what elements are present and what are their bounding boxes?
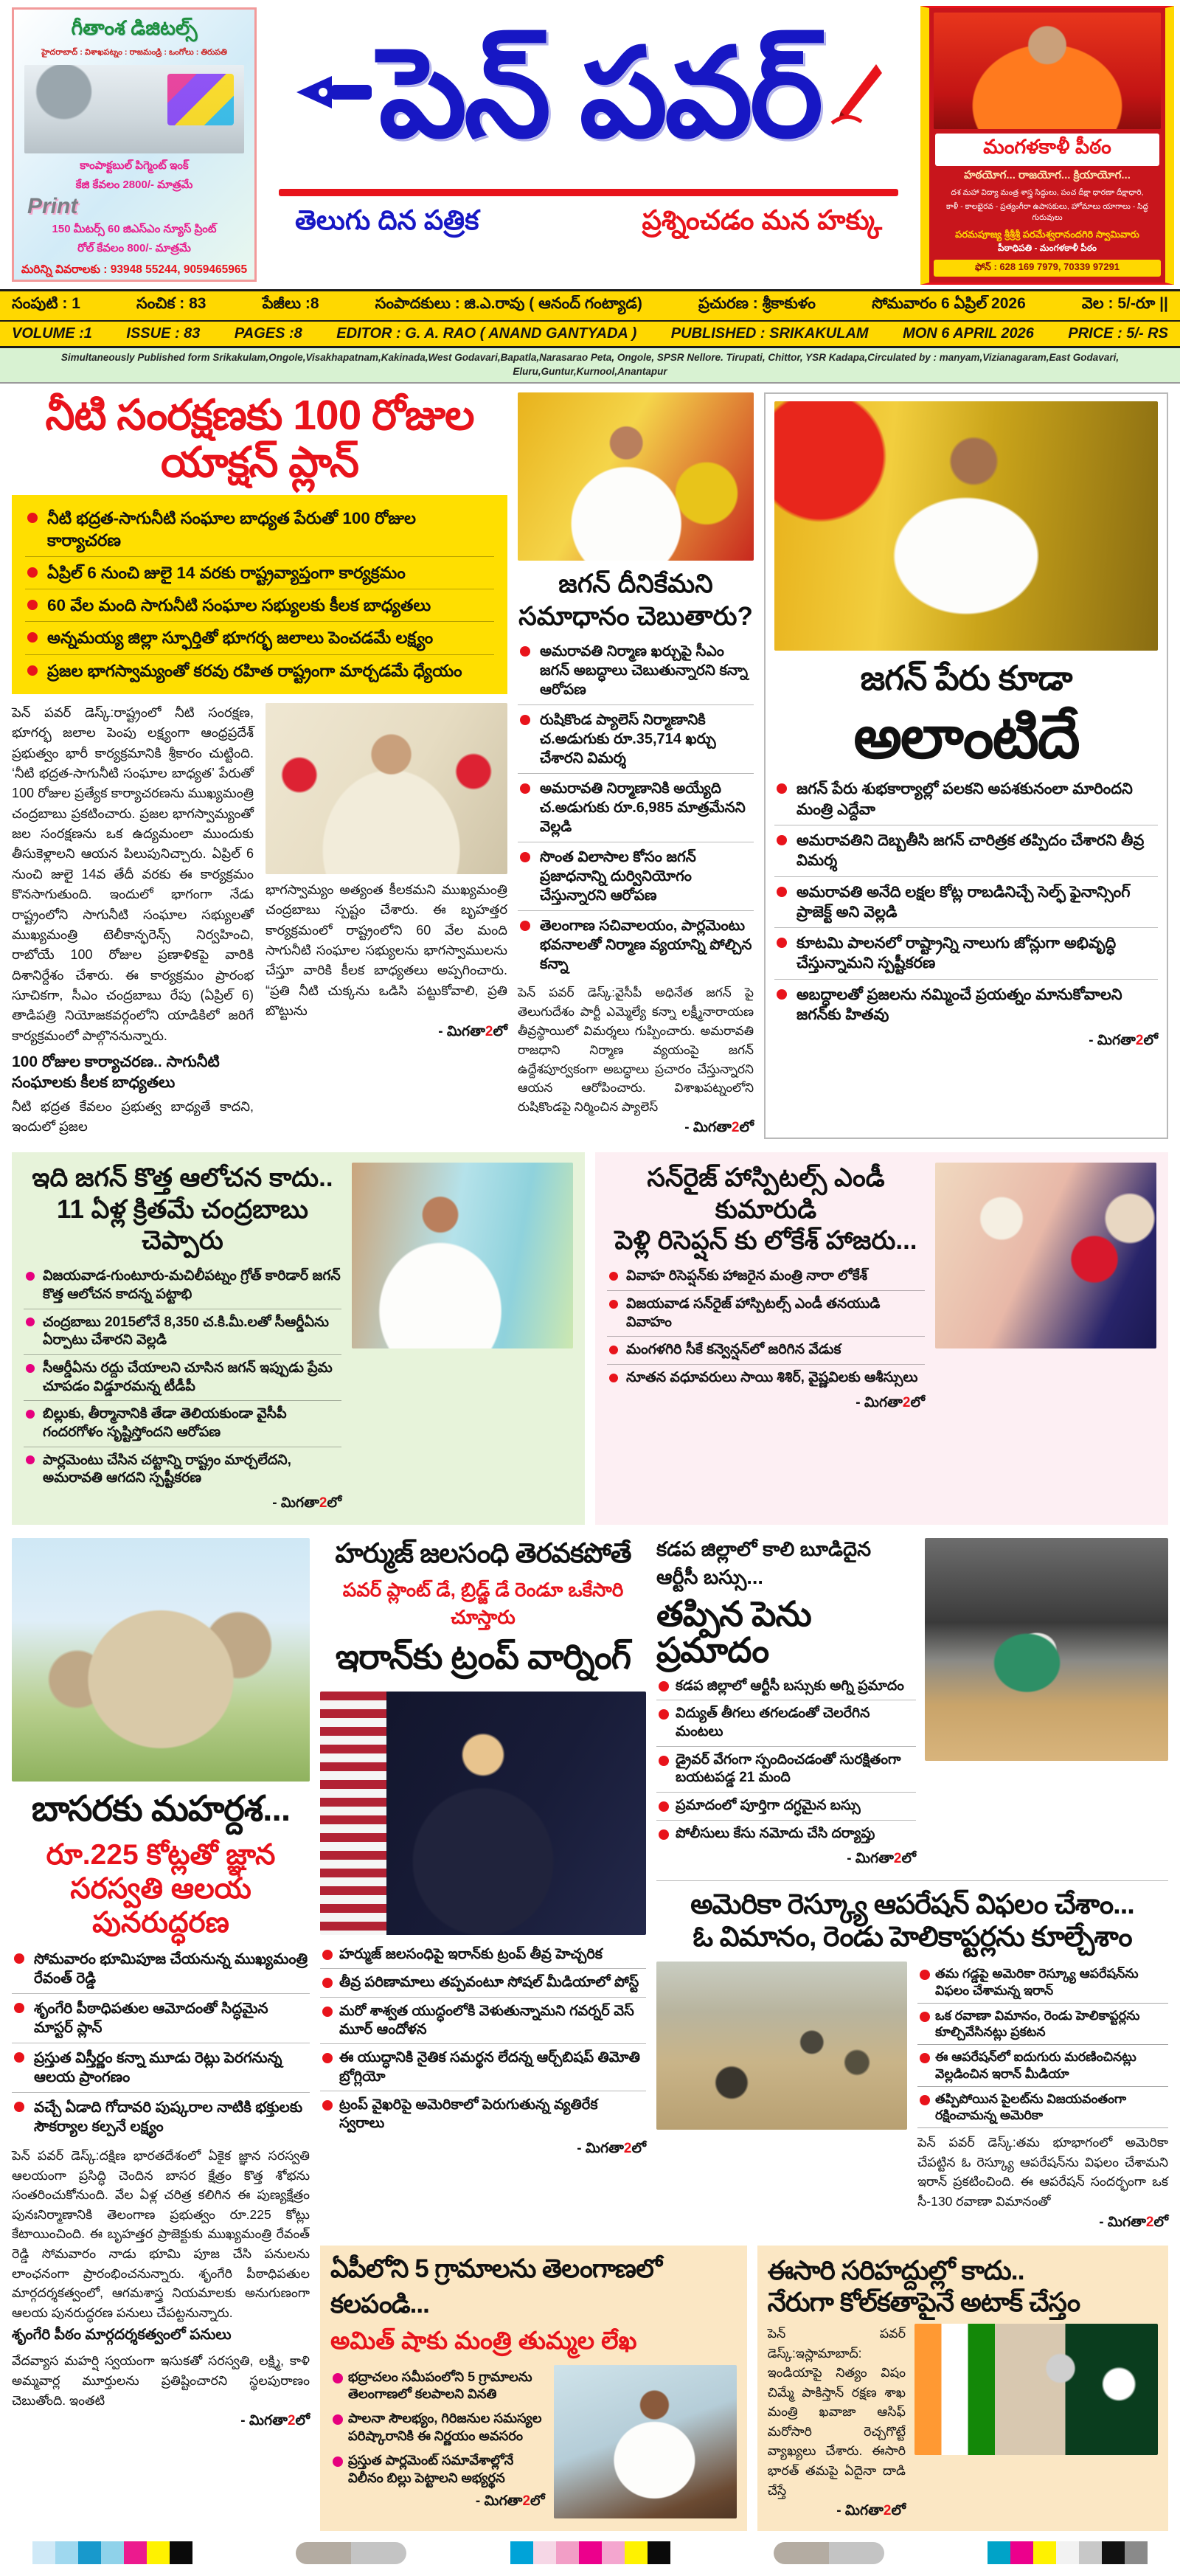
continued-on-page2: - మిగతా2లో [438,1024,507,1040]
article-growth-corridor [12,1152,585,1525]
calibration-capsule [774,2542,884,2564]
pen-nib-icon [294,67,375,119]
right-ad-swami-name: పరమపూజ్య శ్రీశ్రీశ్రీ పరమేశ్వరానందగిరి స్వామివారు [955,228,1139,240]
basara-subhead: శృంగేరి పీఠం మార్గదర్శకత్వంలో పనులు [12,2327,232,2344]
bullet-item: ప్రజల భాగస్వామ్యంతో కరవు రహిత రాష్ట్రంగా మార్చడమే ధ్యేయం [25,655,494,687]
photo-kanna-speech [518,392,754,561]
bullet-item: ఈ ఆపరేషన్‌లో ఐదుగురు మరణించినట్లు వెల్లడించిన ఇరాన్ మీడియా [917,2045,1168,2087]
continued-on-page2: - మిగతా2లో [475,2493,545,2509]
bullet-item: తప్పిపోయిన పైలట్‌ను విజయవంతంగా రక్షించామన్న అమెరికా [917,2087,1168,2129]
paper-type-label: తెలుగు దిన పత్రిక [295,205,479,235]
bullet-item: డ్రైవర్ వేగంగా స్పందించడంతో సురక్షితంగా బయటపడ్డ 21 మంది [656,1747,916,1793]
print-logo: Print [27,194,78,218]
wedding-headline-2: పెళ్లి రిసెప్షన్ కు లోకేశ్ హాజరు... [614,1226,917,1256]
bullet-item: చంద్రబాబు 2015లోనే 8,350 చ.కి.మీ.లతో సీఆర్డీఏను ఏర్పాటు చేశారని వెల్లడి [24,1309,341,1355]
rescue-headline-2: ఓ విమానం, రెండు హెలికాప్టర్లను కూల్చేశాం [693,1922,1132,1953]
bullet-item: శృంగేరి పీఠాధిపతుల ఆమోదంతో సిద్ధమైన మాస్టర్ ప్లాన్ [12,1994,310,2043]
bullet-item: పోలీసులు కేసు నమోదు చేసి దర్యాప్తు [656,1821,916,1848]
published-en: PUBLISHED : SRIKAKULAM [670,325,869,342]
bullet-item: ఒక రవాణా విమానం, రెండు హెలికాప్టర్లను కూల్చివేసినట్లు ప్రకటన [917,2004,1168,2046]
infobar-telugu [0,289,1180,322]
left-ad-offer1b: కేజి కేవలం 2800/- మాత్రమే [75,179,193,191]
bullet-item: ఈ యుద్ధానికి నైతిక సమర్థన లేదన్న ఆర్చ్‌బిషప్ తిమోతి బ్రోగ్లియో [320,2044,646,2091]
left-ad-offer2b: రోల్ కేవలం 800/- మాత్రమే [77,242,191,255]
continued-on-page2: - మిగతా2లో [1089,1033,1158,1049]
issue-en: ISSUE : 83 [126,325,201,342]
bullet-item: రుషికొండ ప్యాలెస్ నిర్మాణానికి చ.అడుగుకు రూ.35,714 ఖర్చు చేశారని విమర్శ [518,705,754,774]
photo-chandrababu-press [266,703,507,874]
continued-on-page2: - మిగతా2లో [272,1495,341,1512]
calibration-capsule [296,2542,406,2564]
photo-burning-bus [925,1538,1168,1761]
bullet-item: వచ్చే ఏడాది గోదావరి పుష్కరాల నాటికి భక్తులకు సౌకర్యాల కల్పనే లక్ష్యం [12,2093,310,2142]
photo-minister-tummala [554,2365,737,2518]
article-kolkata-threat [757,2246,1168,2532]
article-jagan-name [764,392,1168,1139]
color-swatch [1056,2541,1079,2564]
print-calibration-strip [12,2531,1168,2576]
left-ad-cities: హైదరాబాద్ : విశాఖపట్నం : రాజమండ్రి : ఒంగోలు : తిరుపతి [41,48,227,57]
masthead-underline [279,189,898,196]
bullet-item: మంగళగిరి సీకే కన్వెన్షన్‌లో జరిగిన వేడుక [607,1337,925,1365]
article-bus-fire [656,1538,1168,1870]
basara-headline-1: బాసరకు మహర్దశ... [31,1790,291,1829]
color-swatch [533,2541,556,2564]
editor-te: సంపాదకులు : జి.ఎ.రావు ( ఆనంద్ గంట్యాడ) [375,295,642,312]
jagan-answer-headline: జగన్ దీనికేమని సమాధానం చెబుతారు? [518,569,753,631]
bullet-item: బిల్లుకు, తీర్మానానికి తేడా తెలియకుండా వైసీపీ గందరగోళం సృష్టిస్తోందని ఆరోపణ [24,1401,341,1447]
continued-on-page2: - మిగతా2లో [577,2140,646,2156]
growth-headline-1: ఇది జగన్ కొత్త ఆలోచన కాదు.. [32,1163,333,1193]
photo-flags-minister [914,2324,1158,2455]
color-swatch [170,2541,192,2564]
color-swatch [101,2541,124,2564]
bullet-item: విద్యుత్ తీగలు తగలడంతో చెలరేగిన మంటలు [656,1700,916,1746]
continued-on-page2: - మిగతా2లో [856,1394,925,1410]
right-lower-column [656,1538,1168,2234]
bullet-item: ట్రంప్ వైఖరిపై అమెరికాలో పెరుగుతున్న వ్యతిరేక స్వరాలు [320,2091,646,2138]
jagan-answer-body: పెన్ పవర్ డెస్క్:వైసీపీ అధినేత జగన్ పై తెలుగుదేశం పార్టీ ఎమ్మెల్యే కన్నా లక్ష్మీనారాయణ తీవ్రస్థాయిలో విమర్శలు గుప్పించారు. అమరావతి రాజధాని నిర్మాణ వ్యయంపై జగన్ ఉద్దేశపూర్వకంగా అబద్ధాలు ప్రచారం చేస్తున్నారని ఆయన ఆరోపించారు. విశాఖపట్నంలోని రుషికొండపై నిర్మించిన ప్యాలెస్ [518,986,754,1115]
color-swatch [1102,2541,1125,2564]
continued-on-page2: - మిగతా2లో [847,1850,916,1866]
bullet-item: ప్రస్తుత పార్లమెంట్ సమావేశాల్లోనే విలీనం బిల్లు పెట్టాలని అభ్యర్థన [330,2448,545,2490]
article-water-action-plan [12,392,507,1139]
bullet-item: తమ గడ్డపై అమెరికా రెస్క్యూ ఆపరేషన్‌ను విఫలం చేశామన్న ఇరాన్ [917,1962,1168,2004]
bullet-item: మరో శాశ్వత యుద్ధంలోకి వెళుతున్నామని గవర్నర్ వెస్ మూర్ ఆందోళన [320,1998,646,2045]
right-ad-peetham: పీఠాధిపతి - మంగళకాళీ పీఠం [997,242,1097,253]
price-te: వెల : 5/-రూ || [1081,295,1168,312]
second-stories-row [12,1152,1168,1525]
right-ad-phone: ఫోన్ : 628 169 7979, 70339 97291 [934,260,1161,277]
bullet-item: అమరావతి నిర్మాణ ఖర్చుపై సీఎం జగన్ అబద్ధాలు చెబుతున్నారని కన్నా ఆరోపణ [518,637,754,705]
rescue-body: పెన్ పవర్ డెస్క్:తమ భూభాగంలో అమెరికా చేపట్టిన ఓ రెస్క్యూ ఆపరేషన్‌ను విఫలం చేశామని ఇరాన్ ప్రకటించింది. ఈ ఆపరేషన్ సందర్భంగా ఒక సీ-130 రవాణా విమానంతో [917,2135,1168,2209]
photo-minister-pressmeet [774,401,1158,651]
color-swatch [648,2541,670,2564]
bullet-item: తెలంగాణ సచివాలయం, పార్లమెంటు భవనాలతో నిర్మాణ వ్యయాన్ని పోల్చిన కన్నా [518,911,754,979]
bullet-item: వివాహ రిసెప్షన్‌కు హాజరైన మంత్రి నారా లోకేశ్ [607,1263,925,1291]
photo-crash-site [656,1962,907,2130]
left-ad-offer2: 150 మీటర్స్ 60 జిఎస్ఎం న్యూస్ ప్రింట్ [52,223,217,235]
lower-stories-row [12,1538,1168,2531]
calibration-swatches-left [32,2541,192,2564]
kolkata-headline-2: నేరుగా కోల్‌కతాపైనే అటాక్ చేస్తం [767,2286,1080,2317]
bullet-item: జగన్ పేరు శుభకార్యాల్లో పలకని అపశకునంలా మారిందని మంత్రి ఎద్దేవా [774,774,1158,825]
bullet-item: పార్లమెంటు చేసిన చట్టాన్ని రాష్ట్రం మార్చలేదని, అమరావతి ఆగదని స్పష్టీకరణ [24,1447,341,1492]
bullet-item: అన్నమయ్య జిల్లా స్ఫూర్తితో భూగర్భ జలాలు పెంచడమే లక్ష్యం [25,622,494,654]
bullet-item: విజయవాడ-గుంటూరు-మచిలీపట్నం గ్రోత్ కారిడార్ జగన్ కొత్త ఆలోచన కాదన్న పట్టాభి [24,1263,341,1309]
continued-on-page2: - మిగతా2లో [836,2503,906,2519]
writing-pen-icon [825,60,884,126]
color-swatch [1079,2541,1102,2564]
bullet-item: తీవ్ర పరిణామాలు తప్పవంటూ సోషల్ మీడియాలో పోస్ట్ [320,1969,646,1997]
water-subhead: 100 రోజుల కార్యాచరణ.. సాగునీటి సంఘాలకు కీలక బాధ్యతలు [12,1053,220,1092]
rescue-headline-1: అమెరికా రెస్క్యూ ఆపరేషన్ విఫలం చేశాం... [690,1888,1134,1920]
growth-headline-2: 11 ఏళ్ల క్రితమే చంద్రబాబు చెప్పారు [56,1194,309,1256]
color-swatch [78,2541,101,2564]
trump-headline-3: ఇరాన్‌కు ట్రంప్ వార్నింగ్ [335,1637,631,1677]
left-ad-offer1: కాంపాక్టబుల్ పిగ్మెంట్ ఇంక్ [80,159,189,172]
water-body-col1: పెన్ పవర్ డెస్క్:రాష్ట్రంలో నీటి సంరక్షణ, భూగర్భ జలాల పెంపు లక్ష్యంగా ఆంధ్రప్రదేశ్ ప్రభుత్వం భారీ కార్యక్రమానికి శ్రీకారం చుట్టింది. ‘నీటి భద్రత-సాగునీటి సంఘాల బాధ్యత’ పేరుతో 100 రోజుల ప్రత్యేక కార్యాచరణను ముఖ్యమంత్రి చంద్రబాబు ప్రకటించారు. ప్రజల భాగస్వామ్యంతో జల సంరక్షణను ఒక ఉద్యమంలా ముందుకు తీసుకెళ్లాలని ఆయన పిలుపునిచ్చారు. ఏప్రిల్ 6 నుంచి జులై 14వ తేదీ వరకు ఈ కార్యక్రమం కొనసాగుతుంది. ఇందులో భాగంగా నేడు రాష్ట్రంలోని సాగునీటి సంఘాల సభ్యులతో ముఖ్యమంత్రి టెలీకాన్ఫరెన్స్ నిర్వహించి, రాబోయే 100 రోజుల ప్రణాళికపై వారికి దిశానిర్దేశం చేశారు. ఈ కార్యక్రమం ప్రారంభ సూచికగా, సీఎం చంద్రబాబు రేపు (ఏప్రిల్ 6) తాడిపత్రి నియోజకవర్గంలోని యాడికిలో జరిగే కార్యక్రమంలో పాల్గొననున్నారు. [12,704,254,1043]
color-swatch [32,2541,55,2564]
color-swatch [55,2541,78,2564]
volume-te: సంపుటి : 1 [12,295,80,312]
bullet-item: కడప జిల్లాలో ఆర్టీసీ బస్సుకు అగ్ని ప్రమాదం [656,1673,916,1701]
color-swatch [625,2541,648,2564]
article-five-villages [320,2246,747,2532]
circulation-note: Simultaneously Published form Srikakulam,Ongole,Visakhapatnam,Kakinada,West Godavari,Bapatla,Narasarao Peta, Ongole, SPSR Nellore. Tirupati, Chittor, YSR Kadapa,Circulated by : manyam,Vizianagaram,East Godavari, Eluru,Guntur,Kurnool,Anantapur [0,348,1180,384]
right-ad-title: మంగళకాళీ పీఠం [935,134,1159,166]
trump-headline-2: పవర్ ప్లాంట్ డే, బ్రిడ్జ్ డే రెండూ ఒకేసారి చూస్తారు [342,1579,624,1629]
photo-pattabhi-map [352,1163,573,1348]
continued-on-page2: - మిగతా2లో [240,2413,310,2429]
masthead-section [0,0,1180,289]
ad-geetansha-digitals [12,7,257,282]
villages-headline-1: ఏపీలోని 5 గ్రామాలను తెలంగాణలో కలపండి... [330,2254,662,2319]
bullet-item: నూతన వధూవరులు సాయి శిశిర్, వైష్ణవిలకు ఆశీస్సులు [607,1365,925,1392]
photo-wedding-reception [935,1163,1156,1348]
article-lokesh-wedding [595,1152,1168,1525]
continued-on-page2: - మిగతా2లో [684,1120,754,1136]
article-jagan-answer [518,392,754,1139]
color-swatch [124,2541,147,2564]
color-swatch [147,2541,170,2564]
bullet-item: సొంత విలాసాల కోసం జగన్ ప్రజాధనాన్ని దుర్వినియోగం చేస్తున్నారని ఆరోపణ [518,842,754,911]
article-rescue-operation [656,1880,1168,2234]
right-ad-detail-1: దశ మహా విద్యా మంత్ర శాస్త్ర సిద్ధులు, పంచ దీక్షా ధారణా దీక్షాధారి, [951,188,1144,197]
issue-te: సంచిక : 83 [136,295,206,312]
date-te: సోమవారం 6 ఏప్రిల్ 2026 [872,295,1026,312]
basara-headline-2: రూ.225 కోట్లతో జ్ఞాన సరస్వతి ఆలయ పునరుద్ధరణ [46,1839,276,1939]
editor-en: EDITOR : G. A. RAO ( ANAND GANTYADA ) [336,325,637,342]
villages-headline-2: అమిత్ షాకు మంత్రి తుమ్మల లేఖ [330,2326,637,2354]
bullet-item: అబద్ధాలతో ప్రజలను నమ్మించే ప్రయత్నం మానుకోవాలని జగన్‌కు హితవు [774,980,1158,1031]
bullet-item: అమరావతిని దెబ్బతీసి జగన్ చారిత్రక తప్పిదం చేశారని తీవ్ర విమర్శ [774,825,1158,877]
left-ad-title: గీతాంశ డిజిటల్స్ [71,17,198,39]
bullet-item: అమరావతి అనేది లక్షల కోట్ల రాబడినిచ్చే సెల్ఫ్ ఫైనాన్సింగ్ ప్రాజెక్ట్ అని వెల్లడి [774,877,1158,929]
trump-headline-1: హర్ముజ్ జలసంధి తెరవకపోతే [335,1538,631,1569]
color-swatch [988,2541,1010,2564]
water-bullet-box [12,495,507,694]
bullet-item: అమరావతి నిర్మాణానికి అయ్యేది చ.అడుగుకు రూ.6,985 మాత్రమేనని వెల్లడి [518,774,754,842]
bullet-item: కూటమి పాలనలో రాష్ట్రాన్ని నాలుగు జోన్లుగా అభివృద్ధి చేస్తున్నామని స్పష్టీకరణ [774,928,1158,980]
basara-body-2: వేదవ్యాస మహర్షి స్వయంగా ఇసుకతో సరస్వతి, లక్ష్మి, కాళి అమ్మవార్ల మూర్తులను ప్రతిష్టించారని స్థలపురాణం చెబుతోంది. ఇంతటి [12,2353,310,2408]
right-ad-detail-2: కాళీ - కాలభైరవ - ప్రత్యంగీరా ఉపాసకులు, హోమాలు యాగాలు - సిద్ధ గురువులు [946,202,1148,223]
bullet-item: ప్రమాదంలో పూర్తిగా దగ్ధమైన బస్సు [656,1793,916,1821]
color-swatch [579,2541,602,2564]
pages-te: పేజీలు :8 [262,295,319,312]
bullet-item: ఏప్రిల్ 6 నుంచి జులై 14 వరకు రాష్ట్రవ్యాప్తంగా కార్యక్రమం [25,557,494,589]
wedding-headline-1: సన్‌రైజ్ హాస్పిటల్స్ ఎండీ కుమారుడి [647,1163,885,1224]
volume-en: VOLUME :1 [12,325,92,342]
bullet-item: భద్రాచలం సమీపంలోని 5 గ్రామాలను తెలంగాణలో కలపాలని వినతి [330,2365,545,2407]
published-te: ప్రచురణ : శ్రీకాకుళం [698,295,816,312]
bullet-item: విజయవాడ సన్‌రైజ్ హాస్పిటల్స్ ఎండీ తనయుడి వివాహం [607,1291,925,1337]
paper-title: పెన్ పవర్ [378,24,821,162]
bus-headline-1: కడప జిల్లాలో కాలి బూడిదైన ఆర్టీసీ బస్సు... [656,1538,872,1589]
color-swatch [1010,2541,1033,2564]
color-swatch [556,2541,579,2564]
bullet-item: హర్ముజ్ జలసంధిపై ఇరాన్‌కు ట్రంప్ తీవ్ర హెచ్చరిక [320,1941,646,1969]
left-ad-contact: మరిన్ని వివరాలకు : 93948 55244, 9059465965 [21,263,248,276]
calibration-swatches-right [988,2541,1148,2564]
basara-body-1: పెన్ పవర్ డెస్క్:దక్షిణ భారతదేశంలో ఏకైక జ్ఞాన సరస్వతి ఆలయంగా ప్రసిద్ధి చెందిన బాసర క్షేత్రం కొత్త శోభను సంతరించుకోనుంది. వేల ఏళ్ల చరిత్ర కలిగిన ఈ పుణ్యక్షేత్రం పునఃనిర్మాణానికి తెలంగాణ ప్రభుత్వం రూ.225 కోట్లు కేటాయించింది. ఈ బృహత్తర ప్రాజెక్టుకు ముఖ్యమంత్రి రేవంత్ రెడ్డి సోమవారం నాడు భూమి పూజ చేసి పనులను లాంఛనంగా ప్రారంభించనున్నారు. శృంగేరి పీఠాధిపతుల మార్గదర్శకత్వంలో, ఆగమశాస్త్ర నియమాలకు అనుగుణంగా ఆలయ పునరుద్ధరణ పనులు చేపట్టనున్నారు. [12,2148,310,2320]
kolkata-body: పెన్ పవర్ డెస్క్:ఇస్లామాబాద్: ఇండియాపై నిత్యం విషం చిమ్మే పాకిస్తాన్ రక్షణ శాఖ మంత్రి ఖవాజా ఆసిఫ్ మరోసారి రెచ్చగొట్టే వ్యాఖ్యలు చేశారు. ఈసారి భారత్ తమపై ఏదైనా దాడి చేస్తే [767,2325,906,2498]
printers-photo [24,65,244,153]
right-ad-yoga-line: హఠయోగ... రాజయోగ... క్రియాయోగ... [964,169,1131,181]
price-en: PRICE : 5/- RS [1068,325,1168,342]
water-body-col2: భాగస్వామ్యం అత్యంత కీలకమని ముఖ్యమంత్రి చంద్రబాబు స్పష్టం చేశారు. ఈ బృహత్తర కార్యక్రమంలో రాష్ట్రంలోని 60 వేల మంది సాగునీటి సంఘాల సభ్యులను భాగస్వాములను చేస్తూ వారికి కీలక బాధ్యతలు అప్పగించారు. “ప్రతి నీటి చుక్కను ఒడిసి పట్టుకోవాలి, ప్రతి బొట్టును [266,882,507,1019]
front-page-content [0,384,1180,2576]
infobar-english [0,322,1180,348]
bus-headline-2: తప్పిన పెను ప్రమాదం [656,1594,811,1670]
color-swatch [602,2541,625,2564]
paper-tagline: ప్రశ్నించడం మన హక్కు [642,205,882,235]
masthead [260,0,917,289]
bullet-item: పాలనా సౌలభ్యం, గిరిజనుల సమస్యల పరిష్కారానికి ఈ నిర్ణయం అవసరం [330,2406,545,2448]
bullet-item: సీఆర్డీఏను రద్దు చేయాలని చూసిన జగన్ ఇప్పుడు ప్రేమ చూపడం విడ్డూరమన్న టీడీపీ [24,1355,341,1401]
bullet-item: 60 వేల మంది సాగునీటి సంఘాల సభ్యులకు కీలక బాధ్యతలు [25,589,494,622]
continued-on-page2: - మిగతా2లో [1099,2214,1168,2230]
color-swatch [1033,2541,1056,2564]
photo-trump-podium [320,1692,646,1935]
photo-temple-render [12,1538,310,1782]
water-headline: నీటి సంరక్షణకు 100 రోజుల యాక్షన్ ప్లాన్ [45,391,474,486]
bullet-item: నీటి భద్రత-సాగునీటి సంఘాల బాధ్యత పేరుతో 100 రోజుల కార్యాచరణ [25,502,494,557]
pages-en: PAGES :8 [234,325,302,342]
article-basara-temple [12,1538,310,2531]
bullet-item: సోమవారం భూమిపూజ చేయనున్న ముఖ్యమంత్రి రేవంత్ రెడ్డి [12,1945,310,1994]
sadhu-photo [934,13,1161,129]
lead-stories-row [12,392,1168,1139]
bullet-item: ప్రస్తుత విస్తీర్ణం కన్నా మూడు రెట్లు పెరగనున్న ఆలయ ప్రాంగణం [12,2043,310,2093]
date-en: MON 6 APRIL 2026 [903,325,1034,342]
color-swatch [1125,2541,1148,2564]
jagan-name-headline-2: అలాంటిదే [853,703,1079,771]
jagan-name-headline-1: జగన్ పేరు కూడా [860,658,1072,697]
article-trump-warning [320,1538,646,2234]
ad-mangalakali-peetham [920,6,1174,285]
color-swatch [510,2541,533,2564]
water-body-col1-end: నీటి భద్రత కేవలం ప్రభుత్వ బాధ్యతే కాదని, ఇందులో ప్రజల [12,1098,254,1135]
lower-right-area [320,1538,1168,2531]
kolkata-headline-1: ఈసారి సరిహద్దుల్లో కాదు.. [767,2254,1024,2285]
calibration-swatches-mid [510,2541,670,2564]
